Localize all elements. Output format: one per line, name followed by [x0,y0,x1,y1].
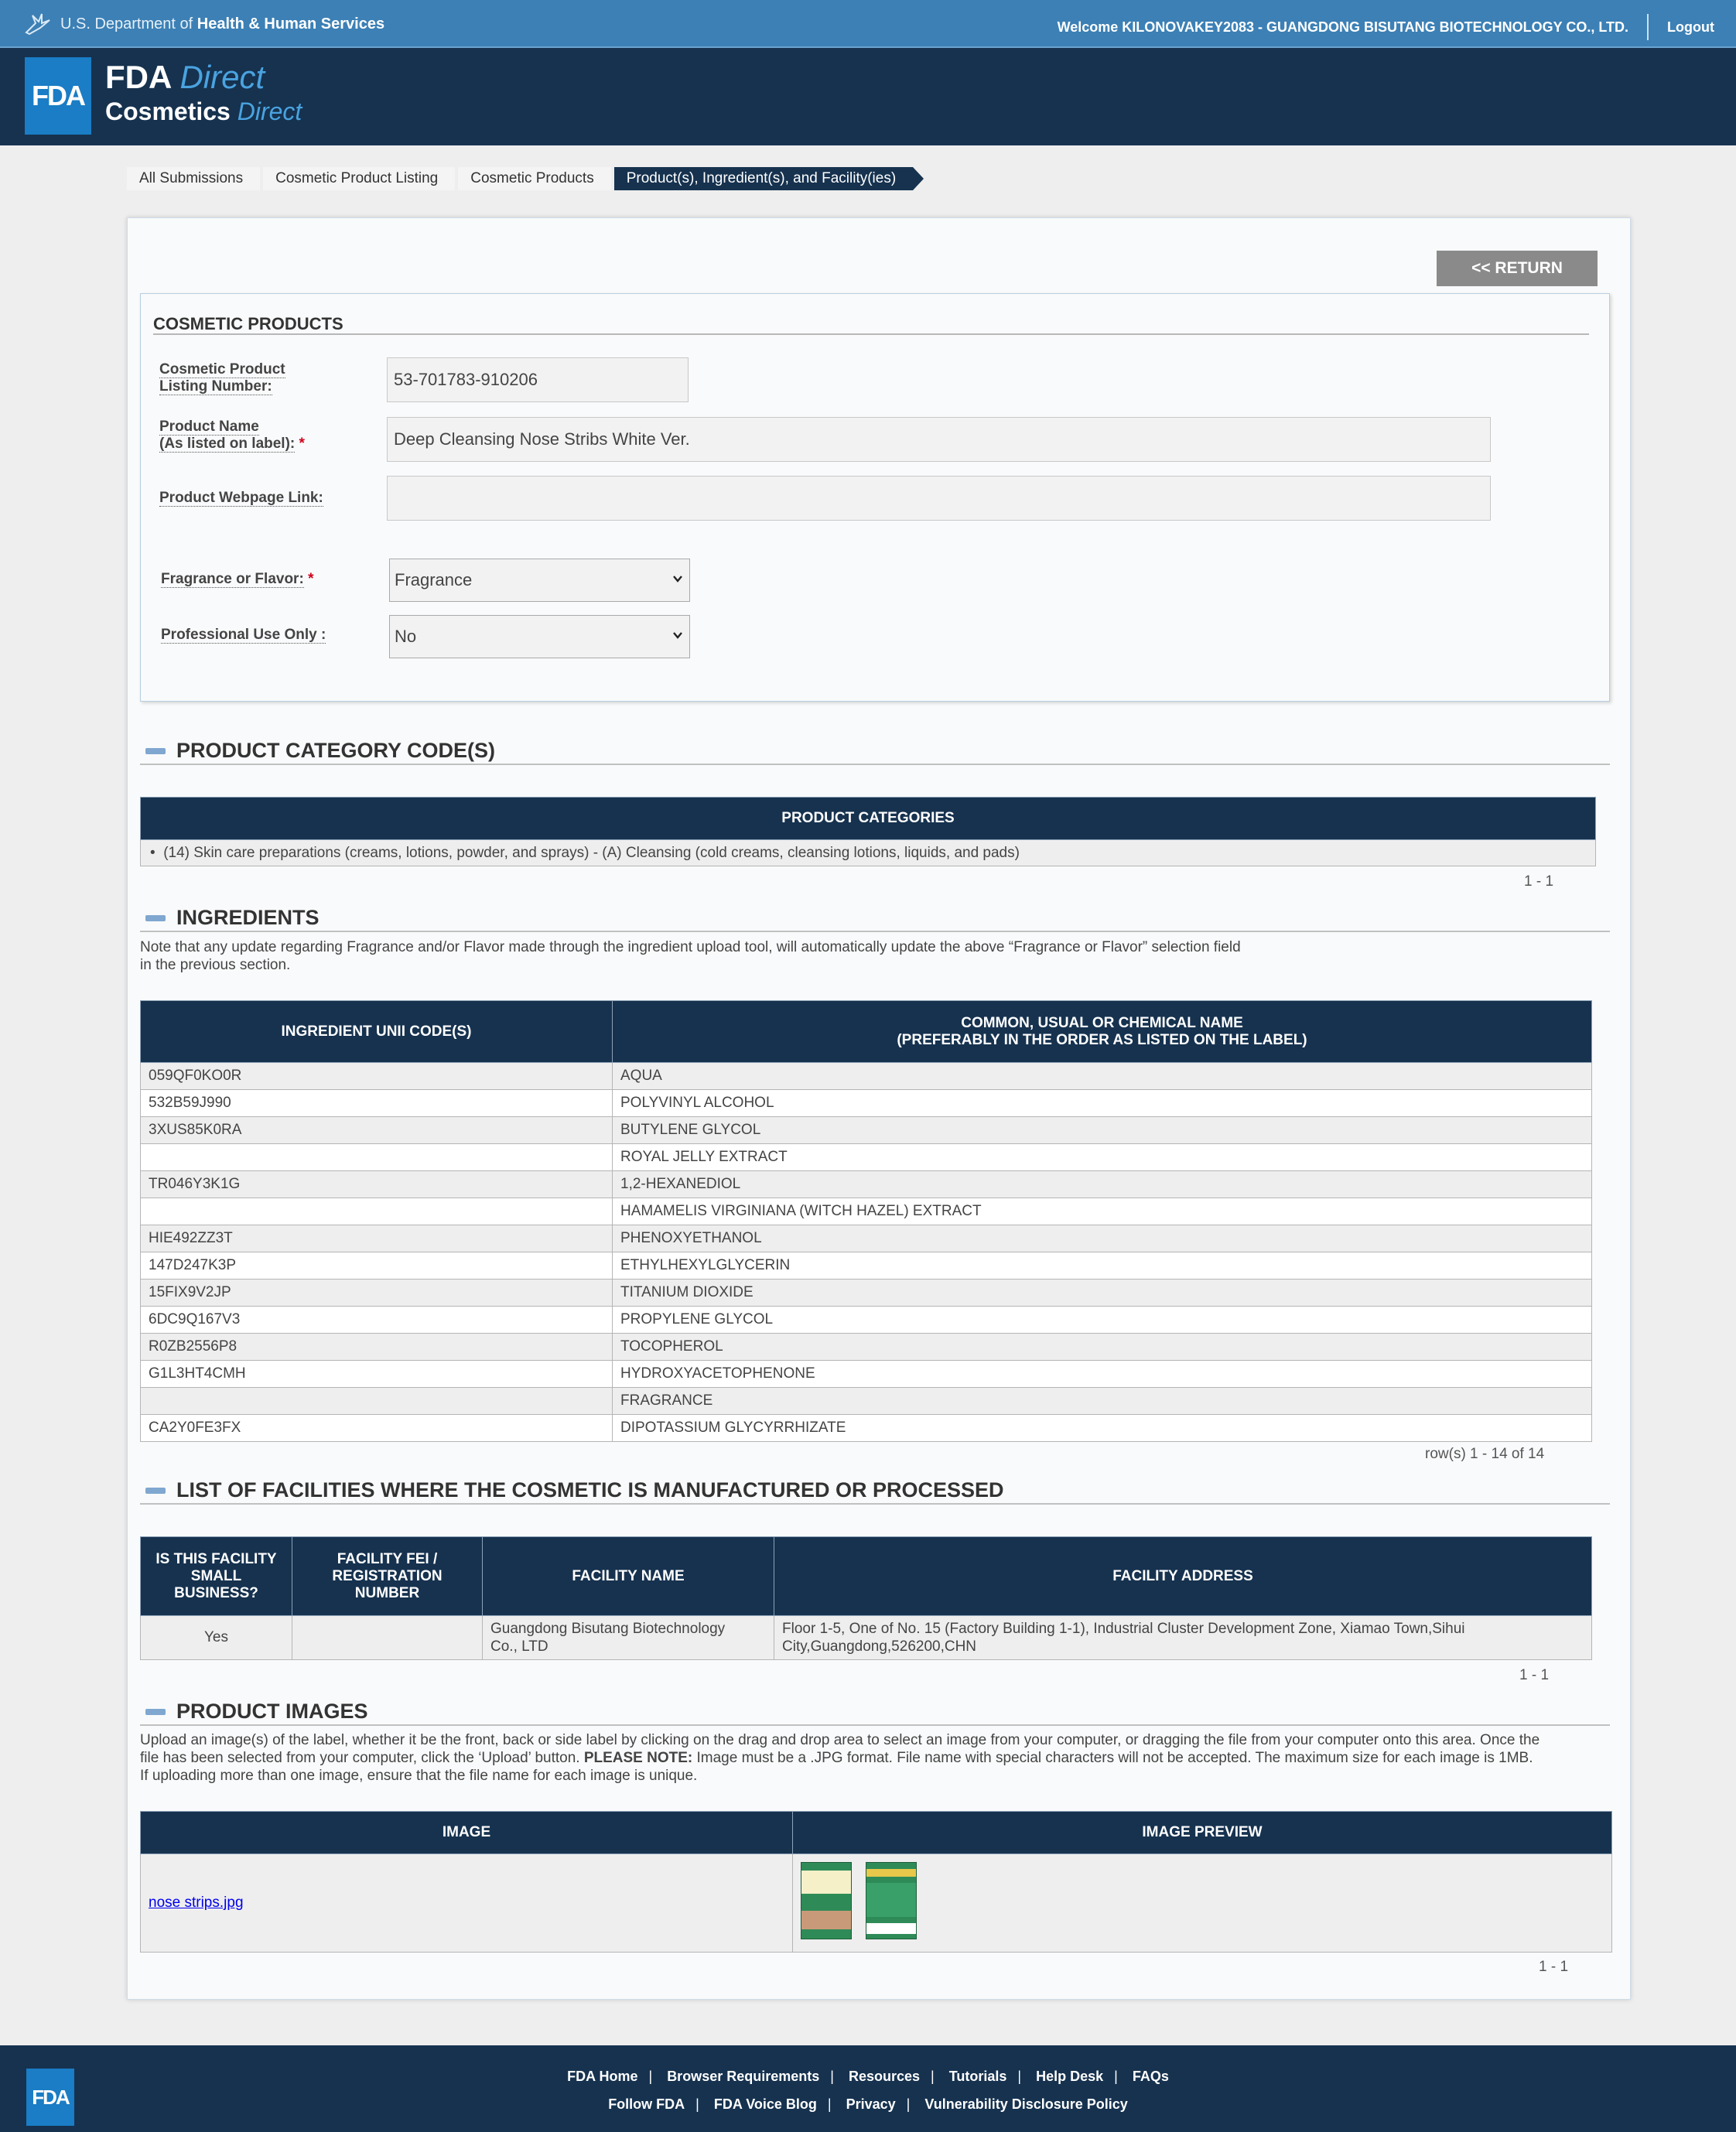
facility-name-column-header: FACILITY NAME [483,1537,774,1616]
brand-cosmetics-direct: Direct [237,97,302,125]
cosmetic-products-title: COSMETIC PRODUCTS [153,314,343,333]
divider [1647,14,1649,40]
table-row [141,1388,1592,1415]
table-row [141,1198,1592,1225]
facilities-table [140,1536,1592,1660]
divider [140,1503,1610,1505]
ingredients-section-title: INGREDIENTS [176,906,320,929]
ingredient-name-cell: HAMAMELIS VIRGINIANA (WITCH HAZEL) EXTRACT [613,1198,1592,1225]
breadcrumb-arrow-icon [913,167,924,190]
footer-link-help-desk[interactable]: Help Desk [1036,2069,1104,2084]
categories-section-header[interactable] [145,739,495,763]
unii-code-cell: R0ZB2556P8 [141,1334,613,1361]
product-name-field[interactable]: Deep Cleansing Nose Stribs White Ver. [387,417,1491,462]
table-row [141,1144,1592,1171]
unii-code-cell: CA2Y0FE3FX [141,1415,613,1442]
facility-address-column-header: FACILITY ADDRESS [774,1537,1592,1616]
ingredient-name-cell: HYDROXYACETOPHENONE [613,1361,1592,1388]
categories-header: PRODUCT CATEGORIES [141,798,1596,840]
collapse-minus-icon[interactable] [145,748,166,754]
footer-link-tutorials[interactable]: Tutorials [948,2069,1007,2084]
brand-cosmetics: Cosmetics [105,97,231,125]
footer-link-vulnerability[interactable]: Vulnerability Disclosure Policy [924,2096,1128,2112]
images-section-header[interactable] [145,1700,368,1724]
facilities-section-header[interactable] [145,1478,1004,1502]
footer-link-fda-home[interactable]: FDA Home [567,2069,638,2084]
unii-code-cell: 059QF0KO0R [141,1063,613,1090]
ingredient-name-cell: 1,2-HEXANEDIOL [613,1171,1592,1198]
table-row [141,1063,1592,1090]
breadcrumb-cosmetic-product-listing[interactable]: Cosmetic Product Listing [263,167,455,190]
table-row [141,1252,1592,1280]
unii-code-cell: 147D247K3P [141,1252,613,1280]
listing-number-label: Cosmetic Product Listing Number: [159,361,285,395]
collapse-minus-icon[interactable] [145,1488,166,1494]
table-row [141,1307,1592,1334]
fda-logo[interactable]: FDA [25,57,91,135]
footer-separator: | [827,2096,832,2112]
images-note: Upload an image(s) of the label, whether it be the front, back or side label by clicking on the drag and drop area to select an image from your computer, or dragging the file from your computer onto this area. Once the file has been selected from your computer, click the ‘Upload’ button. PLEASE NOTE: Image must be a .JPG format. File name with special characters will not be accepted. The maximum size for each image is 1MB. If uploading more than one image, ensure that the file name for each image is unique. [140,1732,1540,1784]
ingredient-name-cell: AQUA [613,1063,1592,1090]
footer-fda-logo[interactable]: FDA [26,2069,74,2126]
small-business-column-header: IS THIS FACILITY SMALL BUSINESS? [141,1537,292,1616]
chevron-down-icon [672,630,683,641]
facility-name-cell: Guangdong Bisutang Biotechnology Co., LTD [483,1616,774,1660]
footer-separator: | [695,2096,699,2112]
ingredient-name-cell: FRAGRANCE [613,1388,1592,1415]
images-section-title: PRODUCT IMAGES [176,1700,368,1723]
images-pager: 1 - 1 [1539,1959,1569,1975]
unii-code-cell: 6DC9Q167V3 [141,1307,613,1334]
footer [0,2045,1736,2132]
footer-separator: | [906,2096,911,2112]
image-column-header: IMAGE [141,1812,793,1854]
welcome-text: Welcome KILONOVAKEY2083 - GUANGDONG BISUTANG BIOTECHNOLOGY CO., LTD. [1057,19,1629,35]
images-table [140,1811,1612,1953]
table-row [141,1171,1592,1198]
ingredients-pager: row(s) 1 - 14 of 14 [1425,1446,1545,1462]
unii-column-header: INGREDIENT UNII CODE(S) [141,1001,613,1063]
footer-link-voice-blog[interactable]: FDA Voice Blog [713,2096,817,2112]
fragrance-label: Fragrance or Flavor: * [161,571,314,587]
footer-link-faqs[interactable]: FAQs [1132,2069,1169,2084]
fragrance-select[interactable] [389,559,690,602]
ingredients-section-header[interactable] [145,906,320,930]
unii-code-cell: 532B59J990 [141,1090,613,1117]
footer-separator: | [931,2069,935,2084]
label-back-thumbnail[interactable] [866,1862,917,1939]
facility-address-cell: Floor 1-5, One of No. 15 (Factory Building 1-1), Industrial Cluster Development Zone, Xiamao Town,Sihui City,Guangdong,526200,CHN [774,1616,1592,1660]
table-row [141,1361,1592,1388]
professional-use-label: Professional Use Only : [161,627,326,643]
professional-use-select[interactable] [389,615,690,658]
brand-bar [0,48,1736,145]
divider [140,931,1610,932]
ingredient-name-cell: PROPYLENE GLYCOL [613,1307,1592,1334]
image-preview-column-header: IMAGE PREVIEW [793,1812,1612,1854]
unii-code-cell [141,1198,613,1225]
ingredient-name-cell: DIPOTASSIUM GLYCYRRHIZATE [613,1415,1592,1442]
hhs-eagle-icon [25,12,51,36]
product-name-label: Product Name (As listed on label): * [159,419,305,452]
table-row [141,1117,1592,1144]
hhs-top-bar [0,0,1736,48]
chevron-down-icon [672,573,683,584]
webpage-link-field[interactable] [387,476,1491,521]
image-file-cell [141,1854,793,1953]
footer-separator: | [648,2069,653,2084]
divider [140,1724,1610,1726]
image-file-link[interactable]: nose strips.jpg [149,1895,244,1911]
hhs-department[interactable] [25,12,384,36]
unii-code-cell: 15FIX9V2JP [141,1280,613,1307]
ingredient-name-cell: ROYAL JELLY EXTRACT [613,1144,1592,1171]
image-preview-cell [793,1854,1612,1953]
ingredients-note: Note that any update regarding Fragrance and/or Flavor made through the ingredient upload tool, will automatically update the above “Fragrance or Flavor” selection field in the previous section. [140,939,1241,973]
unii-code-cell: 3XUS85K0RA [141,1117,613,1144]
brand-title [105,59,302,126]
ingredient-name-cell: PHENOXYETHANOL [613,1225,1592,1252]
table-row [141,1090,1592,1117]
listing-number-field[interactable]: 53-701783-910206 [387,357,689,402]
return-button[interactable]: << RETURN [1437,251,1598,286]
categories-table [140,797,1596,866]
facilities-section-title: LIST OF FACILITIES WHERE THE COSMETIC IS MANUFACTURED OR PROCESSED [176,1478,1004,1502]
unii-code-cell: G1L3HT4CMH [141,1361,613,1388]
footer-separator: | [1114,2069,1118,2084]
unii-code-cell [141,1388,613,1415]
categories-pager: 1 - 1 [1524,873,1554,890]
fei-cell [292,1616,483,1660]
footer-link-resources[interactable]: Resources [848,2069,921,2084]
footer-links-row-2 [0,2096,1736,2113]
unii-code-cell: TR046Y3K1G [141,1171,613,1198]
category-row: • (14) Skin care preparations (creams, lotions, powder, and sprays) - (A) Cleansing (cold creams, cleansing lotions, liquids, and pads) [141,840,1596,866]
hhs-dept-prefix: U.S. Department of Health & Human Services [60,15,385,32]
fei-column-header: FACILITY FEI / REGISTRATION NUMBER [292,1537,483,1616]
unii-code-cell [141,1144,613,1171]
categories-section-title: PRODUCT CATEGORY CODE(S) [176,739,496,762]
fragrance-select-value: Fragrance [395,570,473,589]
ingredient-name-cell: POLYVINYL ALCOHOL [613,1090,1592,1117]
professional-use-select-value: No [395,627,417,646]
unii-code-cell: HIE492ZZ3T [141,1225,613,1252]
ingredient-name-cell: BUTYLENE GLYCOL [613,1117,1592,1144]
footer-link-privacy[interactable]: Privacy [846,2096,896,2112]
table-row [141,1225,1592,1252]
table-row [141,1280,1592,1307]
logout-link[interactable]: Logout [1667,19,1714,35]
ingredient-name-cell: TITANIUM DIOXIDE [613,1280,1592,1307]
breadcrumb-cosmetic-products[interactable]: Cosmetic Products [458,167,610,190]
ingredients-table [140,1000,1592,1442]
ingredient-name-cell: TOCOPHEROL [613,1334,1592,1361]
collapse-minus-icon[interactable] [145,915,166,921]
table-row [141,1854,1612,1953]
collapse-minus-icon[interactable] [145,1709,166,1715]
brand-fda: FDA [105,59,171,95]
label-front-thumbnail[interactable] [801,1862,852,1939]
table-row [141,1616,1592,1660]
small-business-cell: Yes [141,1616,292,1660]
breadcrumb [127,167,924,190]
breadcrumb-current: Product(s), Ingredient(s), and Facility(ies) [614,167,913,190]
ingredient-name-cell: ETHYLHEXYLGLYCERIN [613,1252,1592,1280]
footer-separator: | [1017,2069,1022,2084]
footer-links-row-1 [0,2069,1736,2085]
brand-direct: Direct [179,59,265,95]
breadcrumb-all-submissions[interactable]: All Submissions [127,167,260,190]
divider [153,333,1589,335]
name-column-header: COMMON, USUAL OR CHEMICAL NAME (PREFERABLY IN THE ORDER AS LISTED ON THE LABEL) [613,1001,1592,1063]
footer-separator: | [830,2069,834,2084]
facilities-pager: 1 - 1 [1519,1667,1550,1683]
webpage-link-label: Product Webpage Link: [159,490,323,506]
table-row [141,1415,1592,1442]
divider [140,764,1610,765]
table-row [141,1334,1592,1361]
footer-link-follow-fda[interactable]: Follow FDA [608,2096,685,2112]
footer-link-browser-requirements[interactable]: Browser Requirements [667,2069,820,2084]
